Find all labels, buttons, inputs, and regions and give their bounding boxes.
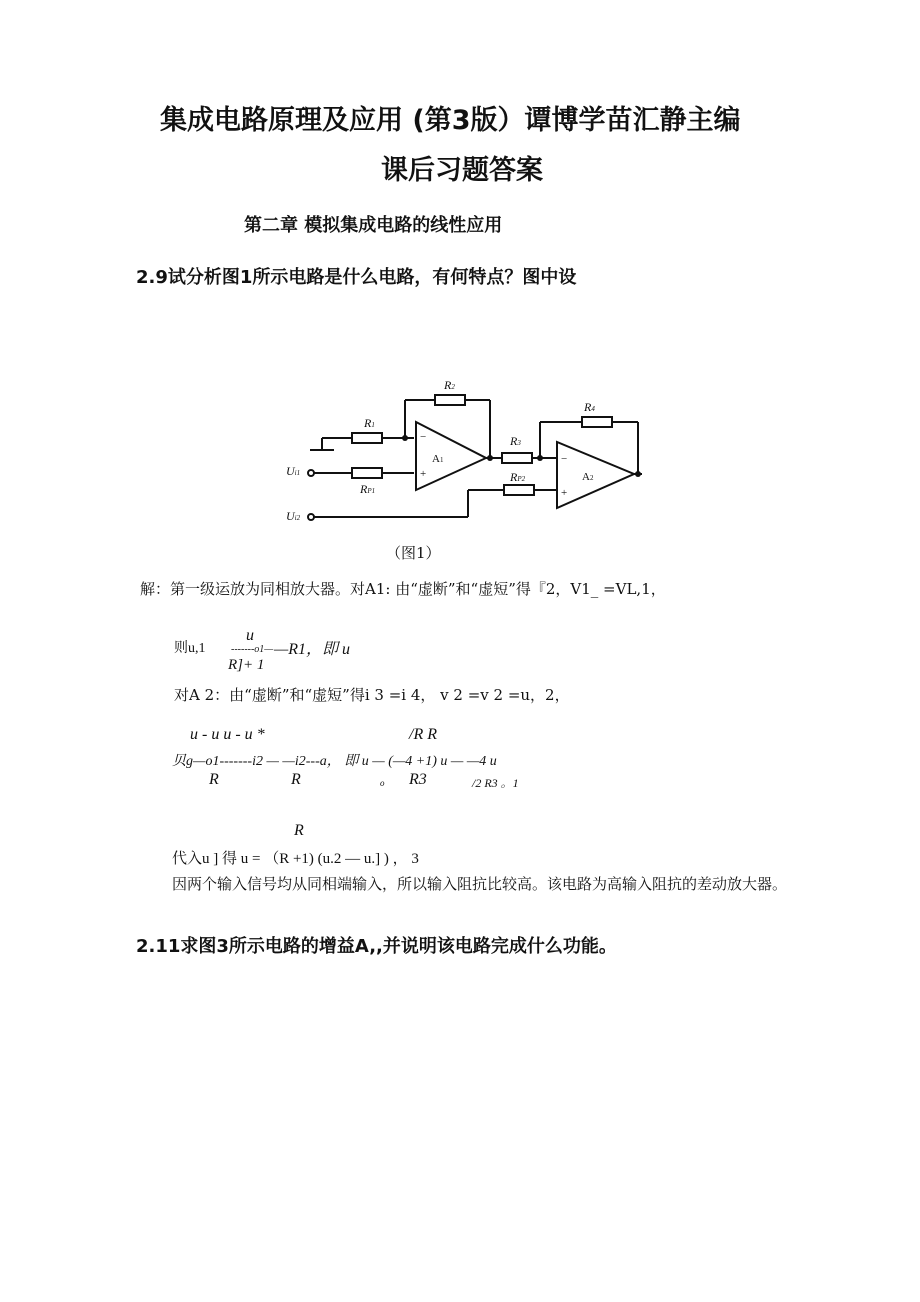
solution-line-2-bottom: R]+ 1 [228,657,265,673]
solution-line-5-main: 代入u ] 得 u = （R +1) (u.2 — u.] ) ， 3 [172,851,419,867]
svg-text:A2: A2 [582,471,594,483]
solution-line-4-top-a: u - u u - u * [190,726,265,743]
svg-text:Ui2: Ui2 [286,509,301,523]
solution-line-4-bottom-d: R3 [409,771,427,788]
document-title: 集成电路原理及应用 (第3版）谭博学苗汇静主编 [160,105,741,136]
solution-line-4-bottom-c: o [380,778,385,788]
solution-line-2-frac-mid: -------o1— [231,644,274,655]
question-2-11: 2.11求图3所示电路的增益A,,并说明该电路完成什么功能。 [136,936,617,957]
svg-text:RP2: RP2 [510,470,526,484]
solution-line-4-main: 贝g—o1-------i2 — —i2---a， 即 u — (—4 +1) u — —4 u [172,754,497,769]
svg-text:R1: R1 [364,416,375,430]
solution-line-1: 解：第一级运放为同相放大器。对A1: 由“虚断”和“虚短”得『2，V1_ =VL,1， [140,580,666,598]
svg-text:A1: A1 [432,453,444,465]
resistor-r3 [502,453,532,463]
svg-text:+: + [561,487,568,499]
solution-line-4-top-b: /R R [409,726,437,743]
resistor-rp1 [352,468,382,478]
svg-text:Ui1: Ui1 [286,464,301,478]
svg-text:R2: R2 [444,378,455,392]
chapter-heading: 第二章 模拟集成电路的线性应用 [244,215,503,236]
solution-line-4-bottom-e: /2 R3 。1 [472,776,519,790]
solution-line-5-top: R [294,822,304,839]
document-subtitle: 课后习题答案 [381,155,543,186]
solution-line-4-bottom-b: R [291,771,301,788]
svg-text:−: − [420,431,427,443]
resistor-r4 [582,417,612,427]
opamp-a2 [557,442,634,508]
svg-text:R4: R4 [584,400,595,414]
svg-text:−: − [561,453,568,465]
circuit-diagram [280,370,660,535]
solution-conclusion: 因两个输入信号均从同相端输入，所以输入阻抗比较高。该电路为高输入阻抗的差动放大器。 [172,875,788,893]
solution-line-3: 对A 2：由“虚断”和“虚短”得i 3 =i 4， v 2 =v 2 =u，2， [174,686,570,704]
svg-text:R3: R3 [510,434,521,448]
question-2-9: 2.9试分析图1所示电路是什么电路，有何特点？图中设 [136,267,577,288]
solution-line-2-frac-top: u [246,627,254,644]
solution-line-4-bottom-a: R [209,771,219,788]
solution-line-2-prefix: 则u,1 [174,641,206,656]
resistor-r1 [352,433,382,443]
resistor-rp2 [504,485,534,495]
opamp-a1 [416,422,486,490]
solution-line-2-r: —R1，即 u [274,641,351,658]
resistor-r2 [435,395,465,405]
figure-caption: （图1） [386,544,441,562]
svg-text:RP1: RP1 [360,482,376,496]
svg-text:+: + [420,468,427,480]
